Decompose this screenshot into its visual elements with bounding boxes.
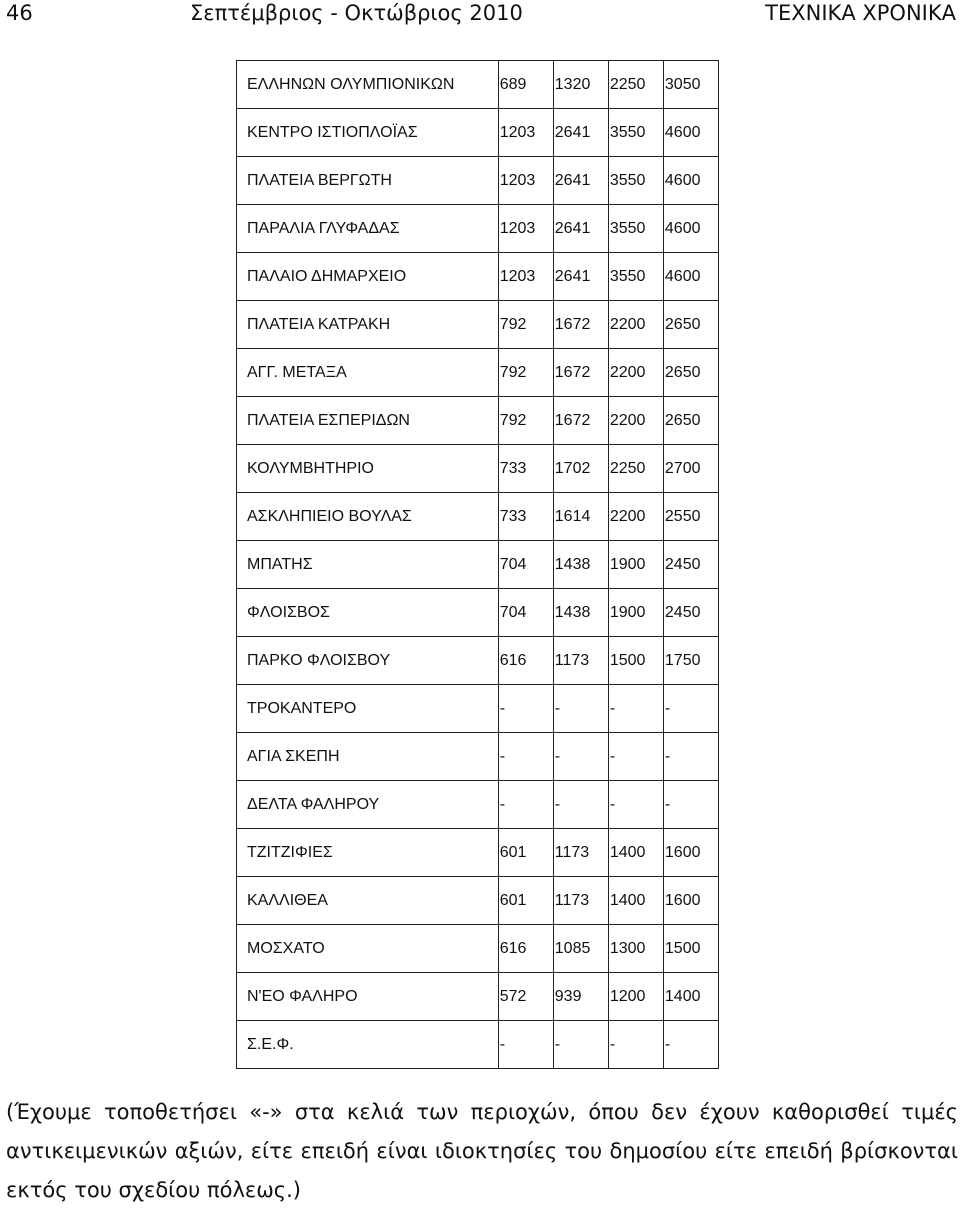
value-cell-1: 704 — [498, 541, 553, 589]
area-name-cell: ΤΖΙΤΖΙΦΙΕΣ — [237, 829, 499, 877]
value-cell-4: 1600 — [663, 877, 718, 925]
value-cell-2: - — [553, 781, 608, 829]
value-cell-1: 1203 — [498, 205, 553, 253]
value-cell-3: 2250 — [608, 445, 663, 493]
table-row — [237, 877, 719, 925]
area-name-cell: ΑΣΚΛΗΠΙΕΙΟ ΒΟΥΛΑΣ — [237, 493, 499, 541]
table-row — [237, 445, 719, 493]
table-row — [237, 685, 719, 733]
page-number: 46 — [6, 1, 33, 25]
table-row — [237, 157, 719, 205]
value-cell-3: 2200 — [608, 397, 663, 445]
area-name-cell: ΠΑΛΑΙΟ ΔΗΜΑΡΧΕΙΟ — [237, 253, 499, 301]
value-cell-2: 1173 — [553, 829, 608, 877]
value-cell-3: 2200 — [608, 493, 663, 541]
value-cell-4: 3050 — [663, 61, 718, 109]
value-cell-1: - — [498, 1021, 553, 1069]
value-cell-1: 792 — [498, 397, 553, 445]
area-name-cell: ΤΡΟΚΑΝΤΕΡΟ — [237, 685, 499, 733]
area-name-cell: ΑΓΓ. ΜΕΤΑΞΑ — [237, 349, 499, 397]
value-cell-4: 4600 — [663, 205, 718, 253]
area-name-cell: Ν'ΕΟ ΦΑΛΗΡΟ — [237, 973, 499, 1021]
footnote-line-1: (Έχουμε τοποθετήσει «-» στα κελιά των περιοχών, όπου δεν έχουν καθορισθεί τιμές — [6, 1100, 958, 1124]
table-row — [237, 493, 719, 541]
table-row — [237, 397, 719, 445]
value-cell-4: 4600 — [663, 157, 718, 205]
value-cell-2: 2641 — [553, 253, 608, 301]
value-cell-3: 1200 — [608, 973, 663, 1021]
value-cell-1: 792 — [498, 301, 553, 349]
page-header — [0, 0, 960, 30]
value-cell-2: 1173 — [553, 877, 608, 925]
table-row — [237, 829, 719, 877]
area-name-cell: ΠΛΑΤΕΙΑ ΕΣΠΕΡΙΔΩΝ — [237, 397, 499, 445]
value-cell-2: 2641 — [553, 109, 608, 157]
area-name-cell: ΚΑΛΛΙΘΕΑ — [237, 877, 499, 925]
value-cell-1: 1203 — [498, 253, 553, 301]
value-cell-3: - — [608, 781, 663, 829]
value-cell-3: 2200 — [608, 349, 663, 397]
area-name-cell: ΠΛΑΤΕΙΑ ΚΑΤΡΑΚΗ — [237, 301, 499, 349]
value-cell-3: 1900 — [608, 589, 663, 637]
table-row — [237, 541, 719, 589]
table-row — [237, 925, 719, 973]
value-cell-3: 2250 — [608, 61, 663, 109]
area-name-cell: ΚΟΛΥΜΒΗΤΗΡΙΟ — [237, 445, 499, 493]
value-cell-4: - — [663, 733, 718, 781]
table-row — [237, 781, 719, 829]
table-row — [237, 589, 719, 637]
area-name-cell: ΦΛΟΙΣΒΟΣ — [237, 589, 499, 637]
value-cell-3: 1300 — [608, 925, 663, 973]
value-cell-2: 939 — [553, 973, 608, 1021]
table-row — [237, 301, 719, 349]
value-cell-1: 733 — [498, 445, 553, 493]
table-row — [237, 349, 719, 397]
value-cell-2: 1085 — [553, 925, 608, 973]
table-row — [237, 61, 719, 109]
value-cell-2: 1173 — [553, 637, 608, 685]
value-cell-2: 1320 — [553, 61, 608, 109]
value-cell-4: 2550 — [663, 493, 718, 541]
value-cell-4: 2450 — [663, 589, 718, 637]
value-cell-2: - — [553, 1021, 608, 1069]
area-name-cell: ΜΠΑΤΗΣ — [237, 541, 499, 589]
value-cell-3: - — [608, 685, 663, 733]
area-name-cell: ΜΟΣΧΑΤΟ — [237, 925, 499, 973]
value-cell-4: 1400 — [663, 973, 718, 1021]
footnote-line-2: αντικειμενικών αξιών, είτε επειδή είναι ιδιοκτησίες του δημοσίου είτε επειδή βρίσκονται — [6, 1139, 958, 1163]
table-row — [237, 205, 719, 253]
value-cell-3: 1900 — [608, 541, 663, 589]
value-cell-2: 1438 — [553, 589, 608, 637]
value-cell-3: 1500 — [608, 637, 663, 685]
table-row — [237, 637, 719, 685]
value-cell-4: 2700 — [663, 445, 718, 493]
value-cell-3: 3550 — [608, 253, 663, 301]
value-cell-4: - — [663, 781, 718, 829]
value-cell-4: 4600 — [663, 253, 718, 301]
value-cell-3: - — [608, 1021, 663, 1069]
value-cell-2: 1614 — [553, 493, 608, 541]
value-cell-3: - — [608, 733, 663, 781]
value-cell-3: 3550 — [608, 157, 663, 205]
table-row — [237, 253, 719, 301]
value-cell-3: 3550 — [608, 205, 663, 253]
area-name-cell: ΠΑΡΚΟ ΦΛΟΙΣΒΟΥ — [237, 637, 499, 685]
value-cell-2: - — [553, 733, 608, 781]
value-cell-1: 689 — [498, 61, 553, 109]
value-cell-1: 733 — [498, 493, 553, 541]
value-cell-1: - — [498, 781, 553, 829]
value-cell-1: 616 — [498, 925, 553, 973]
value-cell-4: - — [663, 685, 718, 733]
value-cell-2: 1672 — [553, 301, 608, 349]
value-cell-1: - — [498, 733, 553, 781]
value-cell-4: 2450 — [663, 541, 718, 589]
issue-date: Σεπτέμβριος - Οκτώβριος 2010 — [190, 1, 523, 25]
publication-title: ΤΕΧΝΙΚΑ ΧΡΟΝΙΚΑ — [765, 1, 956, 25]
value-cell-2: 2641 — [553, 157, 608, 205]
value-cell-4: - — [663, 1021, 718, 1069]
value-cell-2: 1672 — [553, 397, 608, 445]
footnote-line-3: εκτός του σχεδίου πόλεως.) — [6, 1178, 302, 1202]
value-cell-4: 2650 — [663, 397, 718, 445]
value-cell-3: 1400 — [608, 829, 663, 877]
value-cell-4: 1600 — [663, 829, 718, 877]
area-name-cell: ΔΕΛΤΑ ΦΑΛΗΡΟΥ — [237, 781, 499, 829]
value-cell-3: 3550 — [608, 109, 663, 157]
value-cell-4: 2650 — [663, 349, 718, 397]
area-name-cell: ΠΑΡΑΛΙΑ ΓΛΥΦΑΔΑΣ — [237, 205, 499, 253]
table-row — [237, 973, 719, 1021]
value-cell-1: 704 — [498, 589, 553, 637]
area-name-cell: ΕΛΛΗΝΩΝ ΟΛΥΜΠΙΟΝΙΚΩΝ — [237, 61, 499, 109]
area-name-cell: ΑΓΙΑ ΣΚΕΠΗ — [237, 733, 499, 781]
value-cell-4: 1750 — [663, 637, 718, 685]
value-cell-2: 1672 — [553, 349, 608, 397]
value-cell-1: 1203 — [498, 157, 553, 205]
value-cell-2: 1702 — [553, 445, 608, 493]
value-cell-1: - — [498, 685, 553, 733]
value-cell-2: 2641 — [553, 205, 608, 253]
value-cell-4: 1500 — [663, 925, 718, 973]
table-body — [237, 61, 719, 1069]
area-values-table — [236, 60, 719, 1069]
value-cell-1: 601 — [498, 829, 553, 877]
area-name-cell: ΚΕΝΤΡΟ ΙΣΤΙΟΠΛΟΪΑΣ — [237, 109, 499, 157]
value-cell-4: 2650 — [663, 301, 718, 349]
value-cell-1: 1203 — [498, 109, 553, 157]
value-cell-3: 2200 — [608, 301, 663, 349]
table-row — [237, 1021, 719, 1069]
value-cell-1: 792 — [498, 349, 553, 397]
value-cell-3: 1400 — [608, 877, 663, 925]
footnote — [6, 1093, 958, 1210]
table-row — [237, 733, 719, 781]
table-row — [237, 109, 719, 157]
area-name-cell: ΠΛΑΤΕΙΑ ΒΕΡΓΩΤΗ — [237, 157, 499, 205]
area-name-cell: Σ.Ε.Φ. — [237, 1021, 499, 1069]
value-cell-1: 601 — [498, 877, 553, 925]
value-cell-1: 616 — [498, 637, 553, 685]
value-cell-2: 1438 — [553, 541, 608, 589]
value-cell-4: 4600 — [663, 109, 718, 157]
value-cell-2: - — [553, 685, 608, 733]
value-cell-1: 572 — [498, 973, 553, 1021]
